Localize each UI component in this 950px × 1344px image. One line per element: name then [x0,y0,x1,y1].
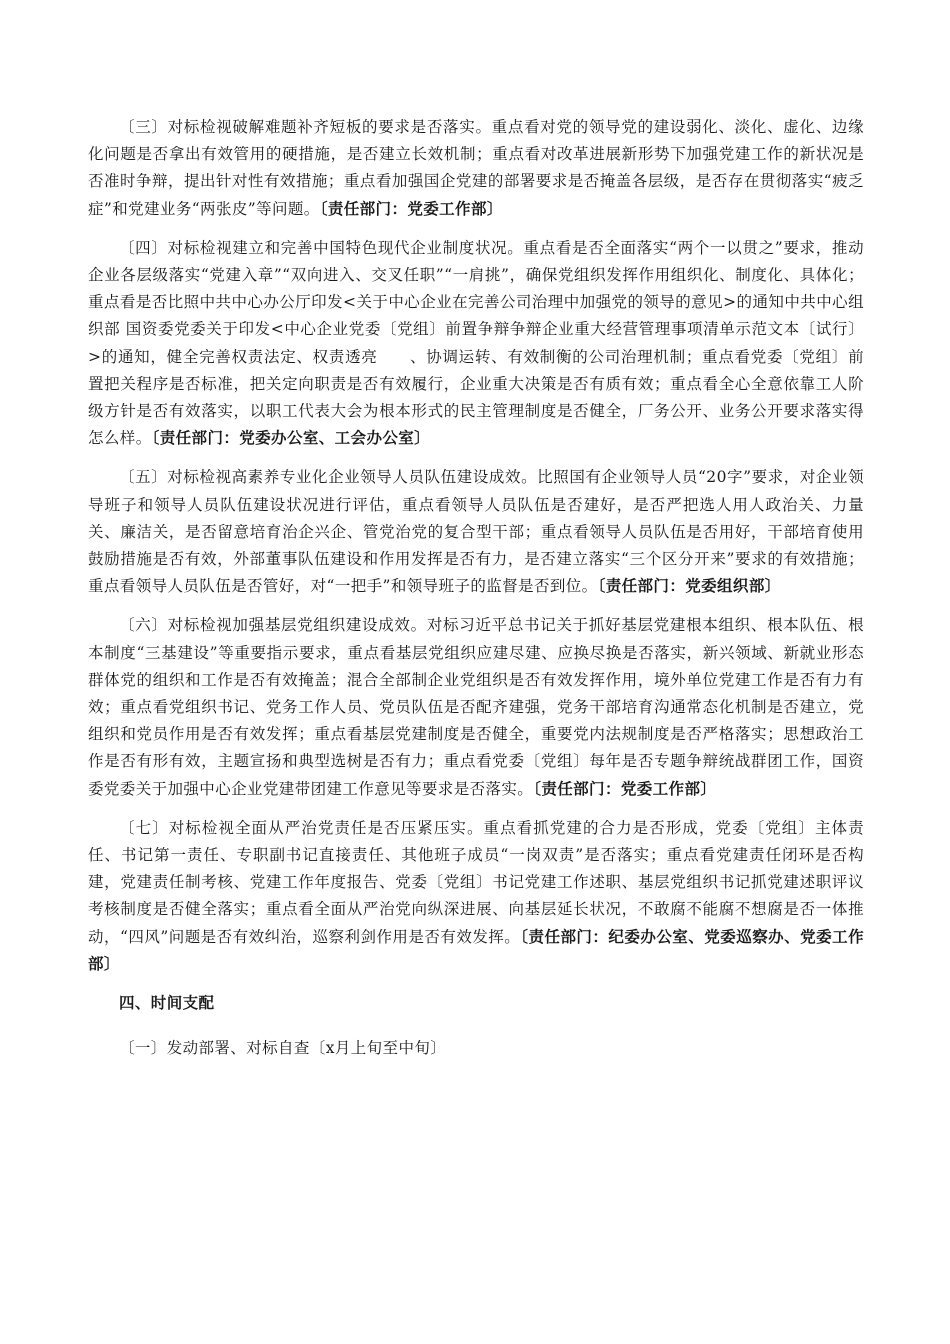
document-page [88,114,864,1075]
paragraph-7-responsible-dept: 〔责任部门：纪委办公室、党委巡察办、党委工作部〕 [88,927,864,973]
paragraph-3-body: 〔三〕对标检视破解难题补齐短板的要求是否落实。重点看对党的领导党的建设弱化、淡化、虚化、边缘化问题是否拿出有效管用的硬措施，是否建立长效机制；重点看对改革进展新形势下加强党建工作的新状况是否准时争辩，提出针对性有效措施；重点看加强国企党建的部署要求是否掩盖各层级，是否存在贯彻落实“疲乏症”和党建业务“两张皮”等问题。 [88,118,864,218]
paragraph-6-body: 〔六〕对标检视加强基层党组织建设成效。对标习近平总书记关于抓好基层党建根本组织、根本队伍、根本制度“三基建设”等重要指示要求，重点看基层党组织应建尽建、应换尽换是否落实，新兴领域、新就业形态群体党的组织和工作是否有效掩盖；混合全部制企业党组织是否有效发挥作用，境外单位党建工作是否有力有效；重点看党组织书记、党务工作人员、党员队伍是否配齐建强，党务干部培育沟通常态化机制是否建立，党组织和党员作用是否有效发挥；重点看基层党建制度是否健全，重要党内法规制度是否严格落实；思想政治工作是否有形有效，主题宣扬和典型选树是否有力；重点看党委〔党组〕每年是否专题争辩统战群团工作，国资委党委关于加强中心企业党建带团建工作意见等要求是否落实。 [88,616,864,798]
paragraph-7-body: 〔七〕对标检视全面从严治党责任是否压紧压实。重点看抓党建的合力是否形成，党委〔党组〕主体责任、书记第一责任、专职副书记直接责任、其他班子成员“一岗双责”是否落实；重点看党建责任闭环是否构建，党建责任制考核、党建工作年度报告、党委〔党组〕书记党建工作述职、基层党组织书记抓党建述职评议考核制度是否健全落实；重点看全面从严治党向纵深进展、向基层延长状况，不敢腐不能腐不想腐是否一体推动，“四风”问题是否有效纠治，巡察利剑作用是否有效发挥。 [88,818,864,946]
paragraph-4 [88,235,864,453]
paragraph-7 [88,815,864,978]
schedule-item-1: 〔一〕发动部署、对标自查〔x月上旬至中旬〕 [119,1039,447,1058]
paragraph-4-responsible-dept: 〔责任部门：党委办公室、工会办公室〕 [151,429,431,448]
paragraph-3 [88,114,864,223]
section-heading-time-schedule: 四、时间支配 [119,994,215,1013]
paragraph-5 [88,464,864,600]
paragraph-5-responsible-dept: 〔责任部门：党委组织部〕 [597,577,781,596]
paragraph-3-responsible-dept: 〔责任部门：党委工作部〕 [319,199,503,218]
paragraph-6-responsible-dept: 〔责任部门：党委工作部〕 [533,779,717,798]
paragraph-5-body: 〔五〕对标检视高素养专业化企业领导人员队伍建设成效。比照国有企业领导人员“20字”要求，对企业领导班子和领导人员队伍建设状况进行评估，重点看领导人员队伍是否建好，是否严把选人用人政治关、力量关、廉洁关，是否留意培育治企兴企、管党治党的复合型干部；重点看领导人员队伍是否用好，干部培育使用鼓励措施是否有效，外部董事队伍建设和作用发挥是否有力，是否建立落实“三个区分开来”要求的有效措施；重点看领导人员队伍是否管好，对“一把手”和领导班子的监督是否到位。 [88,468,864,596]
paragraph-4-body: 〔四〕对标检视建立和完善中国特色现代企业制度状况。重点看是否全面落实“两个一以贯之”要求，推动企业各层级落实“党建入章”“双向进入、交叉任职”“一肩挑”，确保党组织发挥作用组织化、制度化、具体化；重点看是否比照中共中心办公厅印发<关于中心企业在完善公司治理中加强党的领导的意见>的通知中共中心组织部 国资委党委关于印发<中心企业党委〔党组〕前置争辩争辩企业重大经营管理事项清单示范文本〔试行〕>的通知，健全完善权责法定、权责透亮 、协调运转、有效制衡的公司治理机制；重点看党委〔党组〕前置把关程序是否标准，把关定向职责是否有效履行，企业重大决策是否有质有效；重点看全心全意依靠工人阶级方针是否有效落实，以职工代表大会为根本形式的民主管理制度是否健全，厂务公开、业务公开要求落实得怎么样。 [88,238,864,448]
paragraph-6 [88,612,864,802]
